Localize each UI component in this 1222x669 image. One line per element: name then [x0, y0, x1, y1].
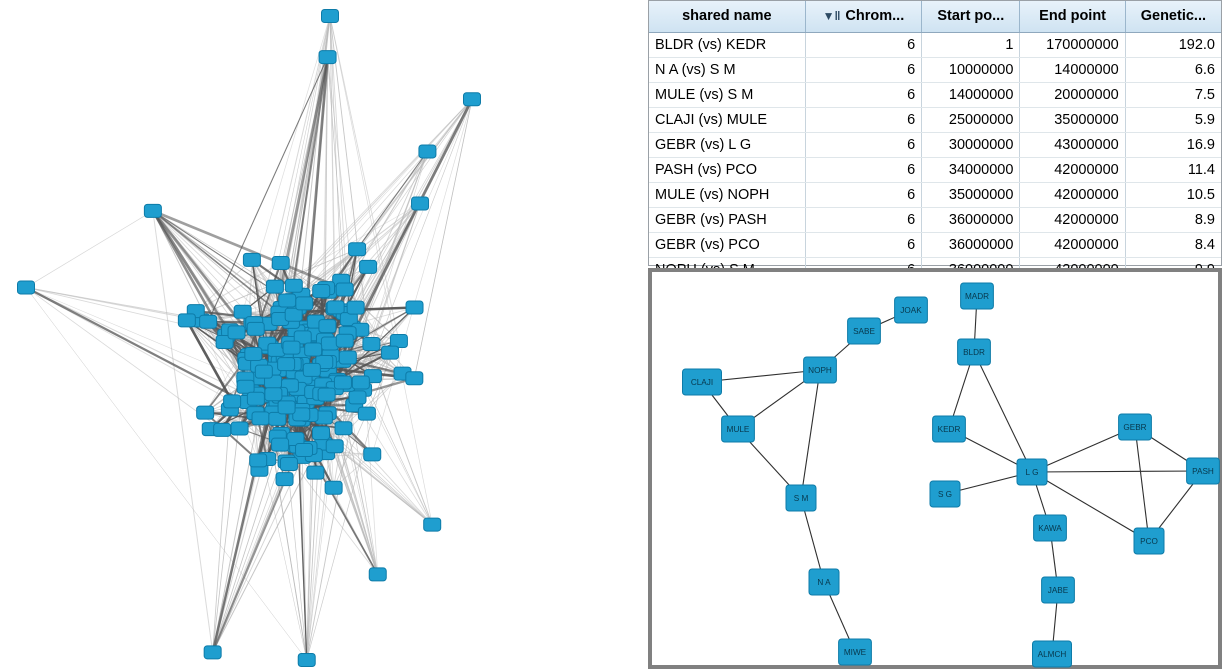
- node-shape[interactable]: [285, 279, 302, 292]
- subnetwork-canvas[interactable]: [652, 272, 1218, 665]
- table-body[interactable]: [649, 33, 1221, 283]
- cell-chromosome: 6: [805, 108, 922, 133]
- node-shape[interactable]: [279, 294, 296, 307]
- node-shape[interactable]: [296, 297, 313, 310]
- filter-icon[interactable]: ▼‖: [822, 9, 841, 24]
- node-shape[interactable]: [214, 423, 231, 436]
- table-row[interactable]: [649, 33, 1221, 58]
- subnetwork-node-almch[interactable]: [1033, 641, 1072, 667]
- subnetwork-edge: [1032, 471, 1203, 472]
- network-node[interactable]: [283, 341, 300, 354]
- node-label: MADR: [964, 291, 990, 301]
- network-node[interactable]: [278, 358, 295, 371]
- network-node[interactable]: [419, 145, 436, 158]
- subnetwork-node-gebr[interactable]: [1119, 414, 1152, 440]
- network-node[interactable]: [325, 481, 342, 494]
- network-node[interactable]: [279, 294, 296, 307]
- node-shape[interactable]: [272, 256, 289, 269]
- network-node[interactable]: [285, 279, 302, 292]
- node-label: PCO: [1140, 536, 1158, 546]
- table-row[interactable]: [649, 158, 1221, 183]
- node-label: S M: [793, 493, 809, 503]
- node-shape[interactable]: [419, 145, 436, 158]
- node-shape[interactable]: [252, 412, 269, 425]
- network-node[interactable]: [424, 518, 441, 531]
- node-shape[interactable]: [406, 301, 423, 314]
- table-row[interactable]: [649, 183, 1221, 208]
- subnetwork-node-sabe[interactable]: [848, 318, 881, 344]
- network-node[interactable]: [228, 326, 245, 339]
- node-shape[interactable]: [280, 458, 297, 471]
- node-shape[interactable]: [327, 301, 344, 314]
- node-shape[interactable]: [200, 315, 217, 328]
- network-node[interactable]: [313, 284, 330, 297]
- cell-end-point: 20000000: [1020, 83, 1125, 108]
- cell-start-point: 30000000: [922, 133, 1020, 158]
- network-node[interactable]: [347, 301, 364, 314]
- network-node[interactable]: [272, 438, 289, 451]
- node-shape[interactable]: [266, 280, 283, 293]
- node-shape[interactable]: [360, 260, 377, 273]
- table-row[interactable]: [649, 208, 1221, 233]
- network-node[interactable]: [334, 376, 351, 389]
- subnetwork-node-mule[interactable]: [722, 416, 755, 442]
- network-node[interactable]: [352, 376, 369, 389]
- network-node[interactable]: [412, 197, 429, 210]
- node-label: CLAJI: [690, 377, 714, 387]
- network-node[interactable]: [266, 280, 283, 293]
- cell-end-point: 42000000: [1020, 183, 1125, 208]
- network-node[interactable]: [200, 315, 217, 328]
- subnetwork-edges: [702, 296, 1203, 654]
- cell-end-point: 170000000: [1020, 33, 1125, 58]
- edge-table-panel[interactable]: [648, 0, 1222, 266]
- cell-genetic: 10.5: [1125, 183, 1221, 208]
- edge-table[interactable]: [649, 1, 1221, 283]
- cell-end-point: 35000000: [1020, 108, 1125, 133]
- network-node[interactable]: [358, 407, 375, 420]
- node-shape[interactable]: [336, 283, 353, 296]
- cell-genetic: 11.4: [1125, 158, 1221, 183]
- network-node[interactable]: [364, 448, 381, 461]
- node-shape[interactable]: [352, 376, 369, 389]
- subnetwork-edge: [801, 370, 820, 498]
- cell-genetic: 7.5: [1125, 83, 1221, 108]
- node-label: GEBR: [1123, 422, 1147, 432]
- node-shape[interactable]: [197, 406, 214, 419]
- subnetwork-node-claji[interactable]: [683, 369, 722, 395]
- network-node[interactable]: [280, 458, 297, 471]
- network-node[interactable]: [382, 346, 399, 359]
- network-node[interactable]: [305, 343, 322, 356]
- node-shape[interactable]: [247, 392, 264, 405]
- node-shape[interactable]: [296, 444, 313, 457]
- subnetwork-node-jabe[interactable]: [1042, 577, 1075, 603]
- network-node[interactable]: [296, 297, 313, 310]
- node-shape[interactable]: [424, 518, 441, 531]
- network-node[interactable]: [272, 256, 289, 269]
- network-node[interactable]: [318, 388, 335, 401]
- cell-chromosome: 6: [805, 58, 922, 83]
- network-node[interactable]: [18, 281, 35, 294]
- node-shape[interactable]: [318, 388, 335, 401]
- node-label: SABE: [853, 326, 875, 336]
- node-label: L G: [1025, 467, 1039, 477]
- table-row[interactable]: [649, 83, 1221, 108]
- cell-end-point: 42000000: [1020, 208, 1125, 233]
- network-node[interactable]: [197, 406, 214, 419]
- subnetwork-node-pash[interactable]: [1187, 458, 1220, 484]
- column-label-end-point: End point: [1039, 8, 1107, 24]
- cell-chromosome: 6: [805, 158, 922, 183]
- subnetwork-node-miwe[interactable]: [839, 639, 872, 665]
- cell-genetic: 8.9: [1125, 208, 1221, 233]
- cell-shared-name: CLAJI (vs) MULE: [649, 108, 805, 133]
- subnetwork-node-kedr[interactable]: [933, 416, 966, 442]
- node-shape[interactable]: [313, 284, 330, 297]
- node-shape[interactable]: [178, 314, 195, 327]
- node-shape[interactable]: [224, 395, 241, 408]
- column-label-start-point: Start po...: [937, 8, 1005, 24]
- node-shape[interactable]: [298, 654, 315, 667]
- network-node[interactable]: [178, 314, 195, 327]
- cell-start-point: 25000000: [922, 108, 1020, 133]
- cell-genetic: 192.0: [1125, 33, 1221, 58]
- network-node[interactable]: [463, 93, 480, 106]
- network-node[interactable]: [298, 654, 315, 667]
- subnetwork-node-l-g[interactable]: [1017, 459, 1047, 485]
- cell-end-point: 42000000: [1020, 233, 1125, 258]
- subnetwork-node-bldr[interactable]: [958, 339, 991, 365]
- node-shape[interactable]: [303, 363, 320, 376]
- node-shape[interactable]: [334, 376, 351, 389]
- subnetwork-view[interactable]: [648, 268, 1222, 669]
- network-node[interactable]: [278, 401, 295, 414]
- node-shape[interactable]: [325, 481, 342, 494]
- node-shape[interactable]: [245, 347, 262, 360]
- subnetwork-node-pco[interactable]: [1134, 528, 1164, 554]
- node-shape[interactable]: [305, 343, 322, 356]
- cell-shared-name: GEBR (vs) L G: [649, 133, 805, 158]
- network-node[interactable]: [255, 365, 272, 378]
- cell-start-point: 1: [922, 33, 1020, 58]
- node-shape[interactable]: [18, 281, 35, 294]
- table-header-row: [649, 1, 1221, 33]
- cell-shared-name: BLDR (vs) KEDR: [649, 33, 805, 58]
- node-label: JOAK: [900, 305, 922, 315]
- cell-start-point: 14000000: [922, 83, 1020, 108]
- node-shape[interactable]: [347, 301, 364, 314]
- cell-shared-name: PASH (vs) PCO: [649, 158, 805, 183]
- network-node[interactable]: [243, 253, 260, 266]
- table-row[interactable]: [649, 108, 1221, 133]
- column-label-shared-name: shared name: [682, 8, 772, 24]
- node-shape[interactable]: [363, 337, 380, 350]
- node-shape[interactable]: [364, 448, 381, 461]
- node-shape[interactable]: [313, 427, 330, 440]
- node-shape[interactable]: [265, 388, 282, 401]
- network-node[interactable]: [252, 412, 269, 425]
- node-shape[interactable]: [322, 10, 339, 23]
- column-header-genetic[interactable]: [1125, 1, 1221, 33]
- table-row[interactable]: [649, 233, 1221, 258]
- node-shape[interactable]: [278, 358, 295, 371]
- cell-start-point: 36000000: [922, 208, 1020, 233]
- cell-start-point: 10000000: [922, 58, 1020, 83]
- cell-start-point: 36000000: [922, 233, 1020, 258]
- node-label: PASH: [1192, 466, 1214, 476]
- cell-end-point: 14000000: [1020, 58, 1125, 83]
- network-node[interactable]: [369, 568, 386, 581]
- network-node[interactable]: [296, 444, 313, 457]
- node-label: ALMCH: [1037, 649, 1067, 659]
- node-shape[interactable]: [358, 407, 375, 420]
- node-shape[interactable]: [247, 322, 264, 335]
- network-node[interactable]: [406, 301, 423, 314]
- node-shape[interactable]: [307, 466, 324, 479]
- network-node[interactable]: [327, 301, 344, 314]
- network-node[interactable]: [406, 372, 423, 385]
- node-shape[interactable]: [204, 646, 221, 659]
- table-row[interactable]: [649, 58, 1221, 83]
- cell-start-point: 35000000: [922, 183, 1020, 208]
- node-label: S G: [937, 489, 953, 499]
- node-shape[interactable]: [228, 326, 245, 339]
- cell-shared-name: MULE (vs) NOPH: [649, 183, 805, 208]
- column-header-start-point[interactable]: [922, 1, 1020, 33]
- column-label-chromosome: Chrom...: [845, 8, 905, 24]
- node-shape[interactable]: [406, 372, 423, 385]
- node-label: NOPH: [808, 365, 832, 375]
- network-node[interactable]: [322, 10, 339, 23]
- network-node[interactable]: [349, 391, 366, 404]
- node-shape[interactable]: [237, 380, 254, 393]
- node-label: BLDR: [963, 347, 985, 357]
- subnetwork-node-s-g[interactable]: [930, 481, 960, 507]
- network-node[interactable]: [319, 51, 336, 64]
- cell-genetic: 6.6: [1125, 58, 1221, 83]
- node-shape[interactable]: [412, 197, 429, 210]
- node-label: JABE: [1047, 585, 1069, 595]
- cell-chromosome: 6: [805, 183, 922, 208]
- column-header-chromosome[interactable]: [805, 1, 922, 33]
- subnetwork-node-joak[interactable]: [895, 297, 928, 323]
- node-shape[interactable]: [319, 51, 336, 64]
- column-label-genetic: Genetic...: [1140, 8, 1207, 24]
- cell-shared-name: GEBR (vs) PCO: [649, 233, 805, 258]
- network-node[interactable]: [326, 440, 343, 453]
- network-node[interactable]: [231, 422, 248, 435]
- network-node[interactable]: [303, 363, 320, 376]
- node-shape[interactable]: [283, 341, 300, 354]
- network-node[interactable]: [319, 320, 336, 333]
- network-edge: [153, 211, 275, 287]
- network-node[interactable]: [349, 243, 366, 256]
- node-shape[interactable]: [272, 438, 289, 451]
- subnetwork-nodes[interactable]: [683, 283, 1220, 667]
- network-node[interactable]: [313, 427, 330, 440]
- node-shape[interactable]: [382, 346, 399, 359]
- network-node[interactable]: [245, 347, 262, 360]
- node-shape[interactable]: [326, 440, 343, 453]
- subnetwork-edge: [1135, 427, 1149, 541]
- subnetwork-node-n-a[interactable]: [809, 569, 839, 595]
- network-edge: [26, 211, 153, 288]
- node-shape[interactable]: [278, 401, 295, 414]
- network-node[interactable]: [336, 334, 353, 347]
- node-label: KAWA: [1038, 523, 1062, 533]
- subnetwork-node-noph[interactable]: [804, 357, 837, 383]
- network-node[interactable]: [336, 283, 353, 296]
- network-node[interactable]: [390, 335, 407, 348]
- subnetwork-node-kawa[interactable]: [1034, 515, 1067, 541]
- network-node[interactable]: [214, 423, 231, 436]
- network-node[interactable]: [250, 454, 267, 467]
- cell-chromosome: 6: [805, 33, 922, 58]
- node-shape[interactable]: [335, 422, 352, 435]
- node-shape[interactable]: [255, 365, 272, 378]
- cell-start-point: 34000000: [922, 158, 1020, 183]
- column-header-shared-name[interactable]: [649, 1, 805, 33]
- network-node[interactable]: [247, 392, 264, 405]
- node-shape[interactable]: [390, 335, 407, 348]
- cell-chromosome: 6: [805, 233, 922, 258]
- node-label: KEDR: [937, 424, 961, 434]
- network-node[interactable]: [224, 395, 241, 408]
- node-shape[interactable]: [369, 568, 386, 581]
- network-node[interactable]: [363, 337, 380, 350]
- cell-chromosome: 6: [805, 83, 922, 108]
- node-shape[interactable]: [339, 351, 356, 364]
- network-node[interactable]: [339, 351, 356, 364]
- table-row[interactable]: [649, 133, 1221, 158]
- subnetwork-edge: [974, 352, 1032, 472]
- network-node[interactable]: [237, 380, 254, 393]
- node-label: MIWE: [843, 647, 867, 657]
- network-node[interactable]: [265, 388, 282, 401]
- cell-genetic: 5.9: [1125, 108, 1221, 133]
- network-node[interactable]: [335, 422, 352, 435]
- node-shape[interactable]: [349, 243, 366, 256]
- node-shape[interactable]: [319, 320, 336, 333]
- network-edge: [414, 99, 472, 378]
- cell-shared-name: GEBR (vs) PASH: [649, 208, 805, 233]
- column-header-end-point[interactable]: [1020, 1, 1125, 33]
- node-shape[interactable]: [336, 334, 353, 347]
- cell-genetic: 16.9: [1125, 133, 1221, 158]
- node-shape[interactable]: [250, 454, 267, 467]
- node-shape[interactable]: [276, 473, 293, 486]
- node-shape[interactable]: [349, 391, 366, 404]
- subnetwork-node-s-m[interactable]: [786, 485, 816, 511]
- cell-end-point: 43000000: [1020, 133, 1125, 158]
- node-label: MULE: [726, 424, 750, 434]
- node-shape[interactable]: [463, 93, 480, 106]
- network-node[interactable]: [360, 260, 377, 273]
- network-node[interactable]: [247, 322, 264, 335]
- cell-chromosome: 6: [805, 208, 922, 233]
- network-node[interactable]: [144, 204, 161, 217]
- network-node[interactable]: [204, 646, 221, 659]
- cell-end-point: 42000000: [1020, 158, 1125, 183]
- node-label: N A: [817, 577, 831, 587]
- node-shape[interactable]: [231, 422, 248, 435]
- subnetwork-node-madr[interactable]: [961, 283, 994, 309]
- cell-chromosome: 6: [805, 133, 922, 158]
- cell-shared-name: MULE (vs) S M: [649, 83, 805, 108]
- node-shape[interactable]: [243, 253, 260, 266]
- cell-shared-name: N A (vs) S M: [649, 58, 805, 83]
- node-shape[interactable]: [144, 204, 161, 217]
- network-node[interactable]: [307, 466, 324, 479]
- cell-genetic: 8.4: [1125, 233, 1221, 258]
- network-node[interactable]: [276, 473, 293, 486]
